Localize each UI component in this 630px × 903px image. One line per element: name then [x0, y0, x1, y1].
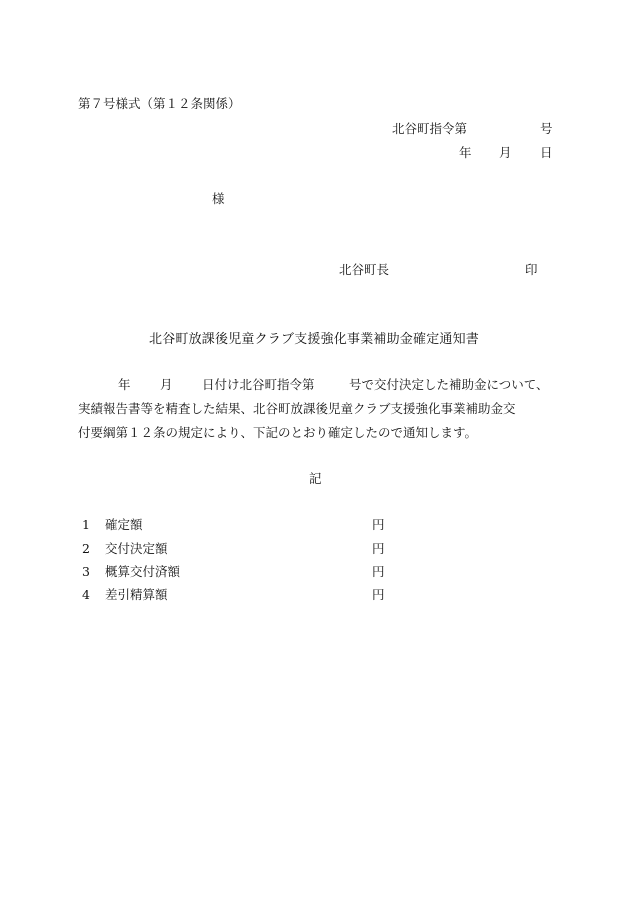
sender-title: 北谷町長 — [339, 262, 390, 277]
date-month: 月 — [499, 145, 512, 160]
item-label: 確定額 — [105, 517, 143, 532]
body-line1-month: 月 — [160, 377, 173, 392]
body-line3: 付要綱第１２条の規定により、下記のとおり確定したので通知します。 — [78, 425, 478, 440]
date-day: 日 — [540, 145, 553, 160]
item-number: 2 — [82, 541, 90, 556]
item-number: 3 — [82, 564, 90, 579]
recipient-honorific: 様 — [212, 191, 225, 206]
date-year: 年 — [459, 145, 472, 160]
item-unit: 円 — [372, 541, 385, 556]
item-label: 差引精算額 — [105, 587, 168, 602]
item-unit: 円 — [372, 587, 385, 602]
item-label: 交付決定額 — [105, 541, 168, 556]
ref-suffix: 号 — [540, 121, 553, 136]
ki-heading: 記 — [309, 471, 322, 486]
body-line1-rest: 号で交付決定した補助金について、 — [349, 377, 549, 392]
body-line1-year: 年 — [118, 377, 131, 392]
form-label: 第７号様式（第１２条関係） — [78, 96, 241, 111]
document-title: 北谷町放課後児童クラブ支援強化事業補助金確定通知書 — [149, 332, 480, 347]
item-number: 4 — [82, 587, 90, 602]
item-unit: 円 — [372, 517, 385, 532]
ref-prefix: 北谷町指令第 — [392, 121, 468, 136]
item-label: 概算交付済額 — [105, 564, 181, 579]
body-line1-ref: 日付け北谷町指令第 — [202, 377, 315, 392]
item-unit: 円 — [372, 564, 385, 579]
seal-mark: 印 — [525, 262, 538, 277]
body-line2: 実績報告書等を精査した結果、北谷町放課後児童クラブ支援強化事業補助金交 — [78, 401, 516, 416]
item-number: 1 — [82, 517, 90, 532]
